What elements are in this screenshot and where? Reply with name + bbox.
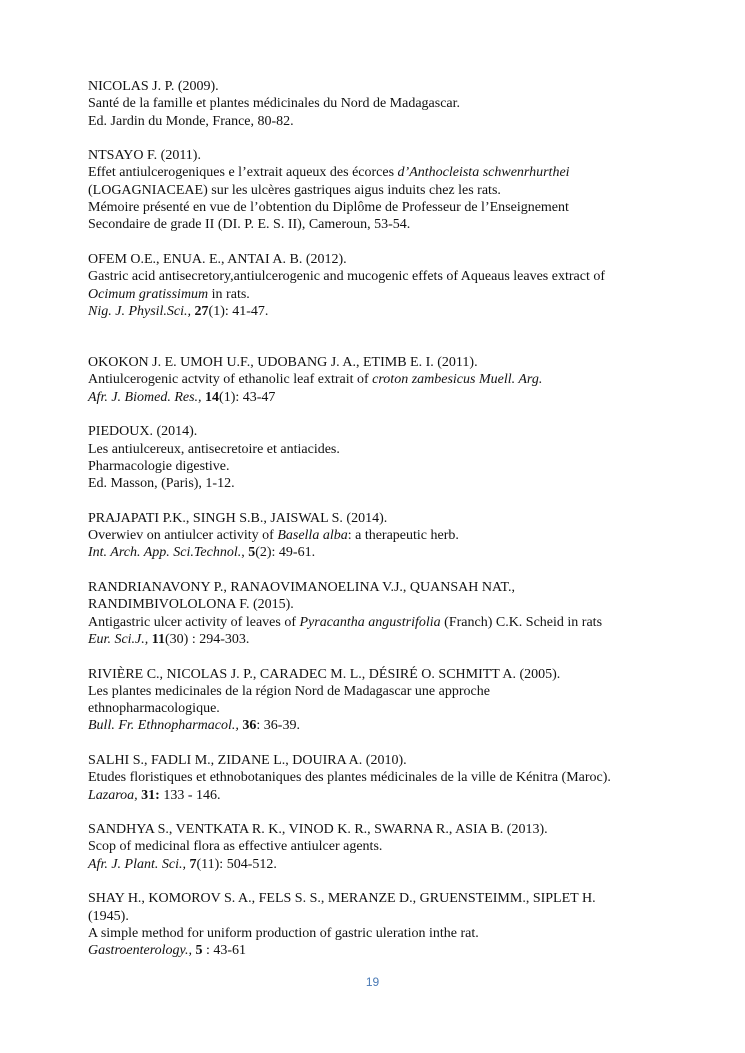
page-number: 19 <box>365 975 380 989</box>
ref-title: Gastric acid antisecretory,antiulcerogenic and mucogenic effets of Aqueaus leaves extract of <box>88 269 605 285</box>
ref-author: PRAJAPATI P.K., SINGH S.B., JAISWAL S. (2014). <box>88 510 388 526</box>
ref-title-cont: (LOGAGNIACEAE) sur les ulcères gastriques aigus induits chez les rats. <box>88 182 501 198</box>
ref-journal: Afr. J. Plant. Sci., 7(11): 504-512. <box>88 856 277 872</box>
ref-journal: Nig. J. Physil.Sci., 27(1): 41-47. <box>88 303 269 319</box>
ref-author-cont: (1945). <box>88 908 129 924</box>
ref-title: Etudes floristiques et ethnobotaniques des plantes médicinales de la ville de Kénitra (Maroc). <box>88 770 611 786</box>
ref-title: Antigastric ulcer activity of leaves of Pyracantha angustrifolia (Franch) C.K. Scheid in rats <box>88 614 603 630</box>
reference-sandhya-2013 <box>88 821 668 873</box>
ref-author: OFEM O.E., ENUA. E., ANTAI A. B. (2012). <box>88 251 347 267</box>
species-name: Pyracantha angustrifolia <box>299 614 441 630</box>
ref-author: SALHI S., FADLI M., ZIDANE L., DOUIRA A. (2010). <box>88 752 407 768</box>
ref-title: Effet antiulcerogeniques e l’extrait aqueux des écorces d’Anthocleista schwenrhurthei <box>88 165 570 181</box>
reference-ntsayo-2011 <box>88 147 668 233</box>
ref-title: A simple method for uniform production of gastric uleration inthe rat. <box>88 925 479 941</box>
species-name: Basella alba <box>277 528 348 544</box>
ref-publisher: Ed. Masson, (Paris), 1-12. <box>88 476 235 492</box>
ref-journal: Afr. J. Biomed. Res., 14(1): 43-47 <box>88 389 276 405</box>
species-name: Ocimum gratissimum <box>88 286 209 302</box>
reference-nicolas-2009 <box>88 78 668 130</box>
ref-author: SHAY H., KOMOROV S. A., FELS S. S., MERANZE D., GRUENSTEIMM., SIPLET H. <box>88 891 596 907</box>
ref-title: Overwiev on antiulcer activity of Basella alba: a therapeutic herb. <box>88 528 459 544</box>
ref-title: Les plantes medicinales de la région Nord de Madagascar une approche <box>88 683 490 699</box>
ref-title: Les antiulcereux, antisecretoire et antiacides. <box>88 441 340 457</box>
ref-journal: Bull. Fr. Ethnopharmacol., 36: 36-39. <box>88 718 300 734</box>
ref-author: PIEDOUX. (2014). <box>88 424 198 440</box>
ref-note: Mémoire présenté en vue de l’obtention du Diplôme de Professeur de l’Enseignement <box>88 200 569 216</box>
ref-author-cont: RANDIMBIVOLOLONA F. (2015). <box>88 597 294 613</box>
reference-ofem-2012 <box>88 251 668 320</box>
reference-list <box>88 78 668 977</box>
ref-journal: Eur. Sci.J., 11(30) : 294-303. <box>88 631 250 647</box>
reference-piedoux-2014 <box>88 423 668 492</box>
ref-journal: Int. Arch. App. Sci.Technol., 5(2): 49-61. <box>88 545 316 561</box>
reference-salhi-2010 <box>88 752 668 804</box>
ref-title: Scop of medicinal flora as effective antiulcer agents. <box>88 839 383 855</box>
ref-author: NICOLAS J. P. (2009). <box>88 79 219 94</box>
ref-journal: Gastroenterology., 5 : 43-61 <box>88 943 247 959</box>
reference-riviere-2005 <box>88 666 668 735</box>
ref-subtitle: Pharmacologie digestive. <box>88 458 230 474</box>
ref-title-cont: Ocimum gratissimum in rats. <box>88 286 250 302</box>
ref-publisher: Ed. Jardin du Monde, France, 80-82. <box>88 113 294 129</box>
species-name: croton zambesicus Muell. Arg. <box>372 372 543 388</box>
ref-journal: Lazaroa, 31: 133 - 146. <box>88 787 221 803</box>
ref-author: OKOKON J. E. UMOH U.F., UDOBANG J. A., ETIMB E. I. (2011). <box>88 355 478 371</box>
ref-title-cont: ethnopharmacologique. <box>88 701 220 717</box>
reference-randrianavony-2015 <box>88 579 668 648</box>
reference-okokon-2011 <box>88 354 668 406</box>
ref-author: NTSAYO F. (2011). <box>88 148 201 164</box>
species-name: d’Anthocleista schwenrhurthei <box>397 165 570 181</box>
ref-author: SANDHYA S., VENTKATA R. K., VINOD K. R., SWARNA R., ASIA B. (2013). <box>88 822 548 838</box>
ref-author: RIVIÈRE C., NICOLAS J. P., CARADEC M. L., DÉSIRÉ O. SCHMITT A. (2005). <box>88 666 561 682</box>
reference-prajapati-2014 <box>88 510 668 562</box>
ref-title: Antiulcerogenic actvity of ethanolic leaf extrait of croton zambesicus Muell. Arg. <box>88 372 543 388</box>
ref-author: RANDRIANAVONY P., RANAOVIMANOELINA V.J., QUANSAH NAT., <box>88 580 516 596</box>
ref-note-cont: Secondaire de grade II (DI. P. E. S. II), Cameroun, 53-54. <box>88 217 411 233</box>
reference-shay-1945 <box>88 890 668 959</box>
ref-title: Santé de la famille et plantes médicinales du Nord de Madagascar. <box>88 96 461 112</box>
